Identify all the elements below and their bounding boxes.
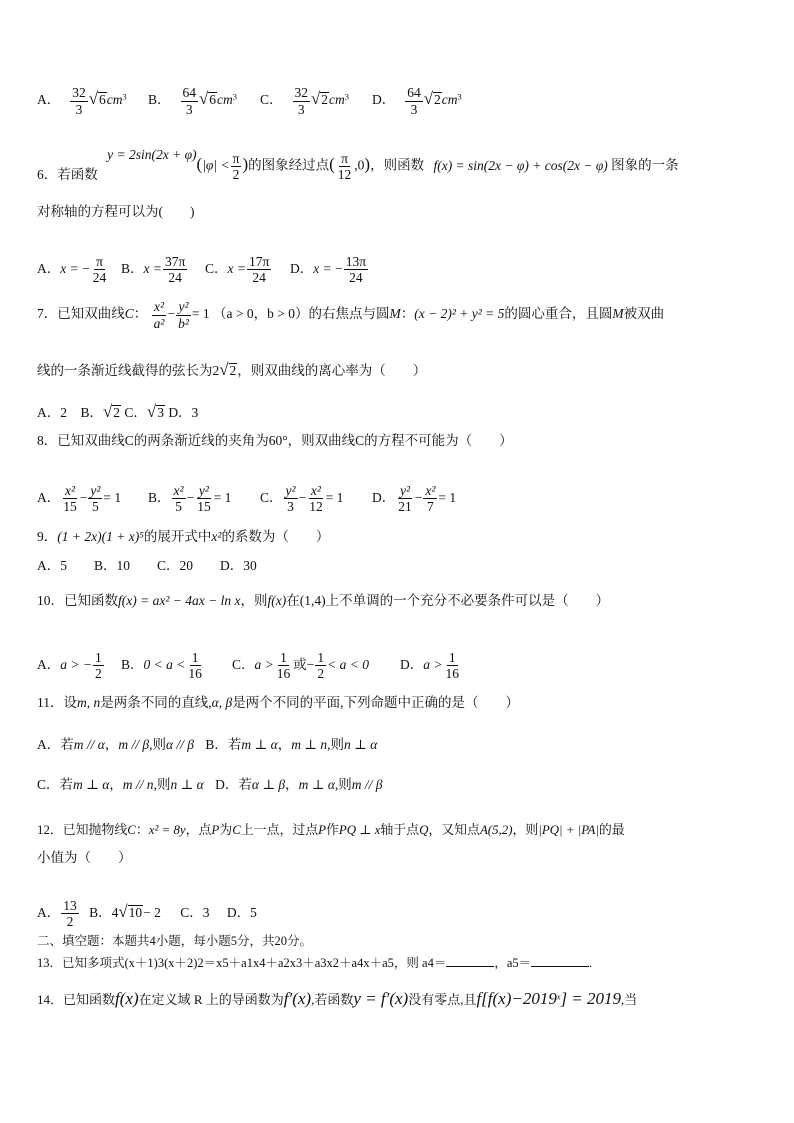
q8-stem: 8．已知双曲线C的两条渐近线的夹角为60°，则双曲线C的方程不可能为（ ） [37, 433, 513, 448]
q7-options: A．2 B． √ 2 C． √ 3 D．3 [37, 402, 199, 421]
q10-stem: 10．已知函数f(x) = ax² − 4ax − ln x，则f(x)在(1,4)上不单调的一个充分不必要条件可以是（ ） [37, 593, 610, 608]
q11-options-ab [37, 738, 377, 752]
q10-option-c: C．a > $\frac{1}{16}$ 或− $\frac{1}{2}$ < a < 0 [232, 649, 369, 682]
q5-option-a: A． $\frac{32}{3}$ √ 6 $cm^3$ [37, 85, 127, 117]
q6-option-a: A．x = − $\frac{\pi}{24}$ [37, 253, 107, 286]
q12-options: A． $\frac{13}{2}$ B．4 √ 10 − 2 C．3 D．5 [37, 897, 257, 930]
q12-stem: 12．已知抛物线C：x² = 8y，点P为C上一点，过点P作PQ ⊥ x轴于点Q，又知点A(5,2)，则|PQ| + |PA|的最 [37, 823, 625, 837]
section-2-heading: 二、填空题：本题共4小题，每小题5分，共20分。 [37, 934, 313, 948]
q8-option-b: B． $\frac{\text{x²}}{5}$ − $\frac{\text{y²}}{15}$ = 1 [148, 482, 232, 515]
q8-option-c: C． $\frac{\text{y²}}{3}$ − $\frac{\text{x²}}{12}$ = 1 [260, 482, 344, 515]
q6-option-d: D．x = − $\frac{13\pi}{24}$ [290, 253, 367, 286]
q9-options: A．5 B．10 C．20 D．30 [37, 558, 257, 573]
q13-stem: 13．已知多项式(x＋1)3(x＋2)2＝x5＋a1x4＋a2x3＋a3x2＋a4x＋a5，则 a4＝ ，a5＝ . [37, 956, 593, 970]
q5-option-c: C． $\frac{32}{3}$ √ 2 $cm^3$ [260, 85, 349, 117]
q10-option-b: B．0 < a < $\frac{1}{16}$ [121, 649, 202, 682]
q10-option-a: A．a > − $\frac{1}{2}$ [37, 649, 102, 682]
q11-stem: 11．设m, n是两条不同的直线,α, β是两个不同的平面,下列命题中正确的是（ ） [37, 695, 520, 710]
q11-options-cd [37, 778, 383, 792]
q6-stem: 6．若函数 y = 2sin(2x + φ)(|φ| < $\frac{\pi}{2}$ )的图象经过点( $\frac{\pi}{12}$ ,0)，则函数 f(x) = sin(2x − φ) + cos(2x − φ) 图象的一条 [37, 147, 679, 182]
q13-blank-a4[interactable] [446, 955, 494, 967]
q7-line2: 线的一条渐近线截得的弦长为2 √ 2 ，则双曲线的离心率为（ ） [37, 360, 427, 379]
q6-option-c: C．x = $\frac{17\pi}{24}$ [205, 253, 270, 286]
q13-blank-a5[interactable] [531, 955, 589, 967]
q12-line2: 小值为（ ） [37, 850, 132, 865]
q11-option-d: D．若α ⊥ β，m ⊥ α,则m // β [215, 777, 383, 792]
q6-option-b: B．x = $\frac{37\pi}{24}$ [121, 253, 186, 286]
q5-option-b: B． $\frac{64}{3}$ √ 6 $cm^3$ [148, 85, 237, 117]
q6-line2: 对称轴的方程可以为( ) [37, 204, 195, 219]
q11-option-b: B．若m ⊥ α，m ⊥ n,则n ⊥ α [205, 737, 378, 752]
q11-option-a: A．若m // α，m // β,则α // β [37, 737, 195, 752]
q8-option-d: D． $\frac{\text{y²}}{21}$ − $\frac{\text{x²}}{7}$ = 1 [372, 482, 457, 515]
q9-stem: 9．(1 + 2x)(1 + x)⁵的展开式中x²的系数为（ ） [37, 529, 330, 544]
q7-stem: 7．已知双曲线C： $\frac{\text{x²}}{\text{a²}}$ − $\frac{\text{y²}}{\text{b²}}$ = 1 （a > 0，b > 0）的右焦点与圆M：(x − 2)² + y² = 5的圆心重合，且圆M被双曲 [37, 299, 665, 331]
q14-stem: 14．已知函数f(x)在定义域 R 上的导函数为f′(x),若函数y = f′(x)没有零点,且$f[f(x)-2019^x] = 2019$,当 [37, 989, 638, 1008]
q11-option-c: C．若m ⊥ α，m // n,则n ⊥ α [37, 777, 204, 792]
q8-option-a: A． $\frac{\text{x²}}{15}$ − $\frac{\text{y²}}{5}$ = 1 [37, 482, 122, 515]
q10-option-d: D．a > $\frac{1}{16}$ [400, 649, 459, 682]
q5-option-d: D． $\frac{64}{3}$ √ 2 $cm^3$ [372, 85, 462, 117]
